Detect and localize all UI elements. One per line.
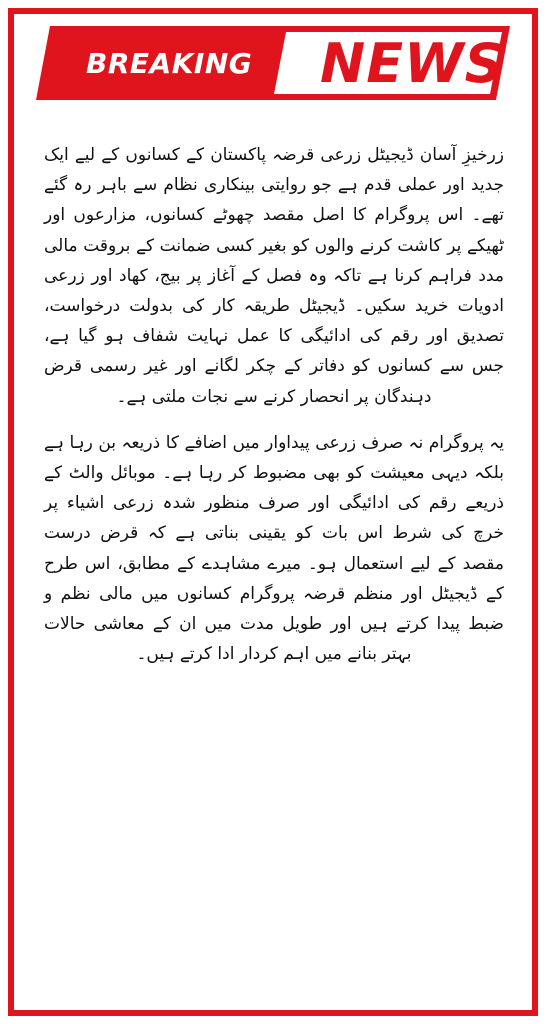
- article-paragraph: زرخیزِ آسان ڈیجیٹل زرعی قرضہ پاکستان کے کسانوں کے لیے ایک جدید اور عملی قدم ہے جو روایتی بینکاری نظام سے باہر رہ گئے تھے۔ اس پروگرام کا اصل مقصد چھوٹے کسانوں، مزارعوں اور ٹھیکے پر کاشت کرنے والوں کو بغیر کسی ضمانت کے بروقت مالی مدد فراہم کرنا ہے تاکہ وہ فصل کے آغاز پر بیج، کھاد اور زرعی ادویات خرید سکیں۔ ڈیجیٹل طریقہ کار کی بدولت درخواست، تصدیق اور رقم کی ادائیگی کا عمل نہایت شفاف ہو گیا ہے، جس سے کسانوں کو دفاتر کے چکر لگانے اور غیر رسمی قرض دہندگان پر انحصار کرنے سے نجات ملتی ہے۔: [44, 145, 504, 407]
- breaking-label: BREAKING: [86, 46, 253, 80]
- article-paragraph: یہ پروگرام نہ صرف زرعی پیداوار میں اضافے کا ذریعہ بن رہا ہے بلکہ دیہی معیشت کو بھی مضبوط کر رہا ہے۔ موبائل والٹ کے ذریعے رقم کی ادائیگی اور صرف منظور شدہ زرعی اشیاء پر خرچ کی شرط اس بات کو یقینی بناتی ہے کہ قرض درست مقصد کے لیے استعمال ہو۔ میرے مشاہدے کے مطابق، اس طرح کے ڈیجیٹل اور منظم قرضہ پروگرام کسانوں میں مالی نظم و ضبط پیدا کرتے ہیں اور طویل مدت میں ان کے معاشی حالات بہتر بنانے میں اہم کردار ادا کرتے ہیں۔: [44, 432, 504, 665]
- article-body: [44, 140, 504, 669]
- breaking-news-banner: [34, 24, 512, 102]
- news-label: NEWS: [320, 31, 505, 95]
